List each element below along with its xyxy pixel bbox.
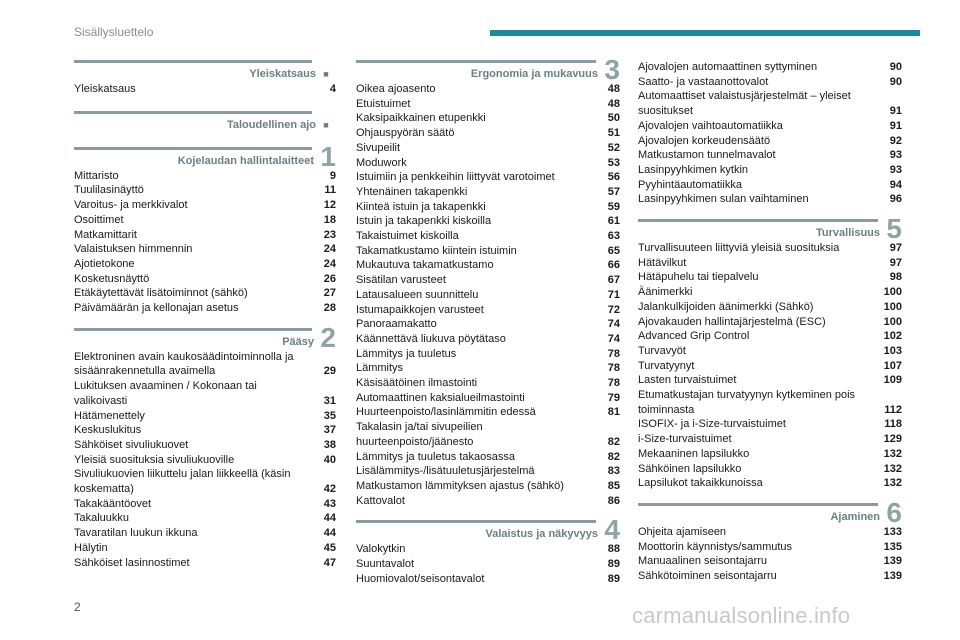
toc-entry[interactable] bbox=[638, 388, 902, 417]
toc-entry-title: Ajotietokone bbox=[74, 257, 135, 270]
toc-entry-page: 96 bbox=[889, 193, 902, 206]
toc-entry[interactable] bbox=[638, 300, 902, 315]
toc-entry[interactable] bbox=[74, 379, 336, 408]
toc-entry[interactable] bbox=[356, 361, 620, 376]
toc-entry-title: Automaattinen kaksialueilmastointi bbox=[356, 391, 525, 404]
toc-entry-page: 29 bbox=[323, 365, 336, 378]
toc-entry[interactable] bbox=[356, 111, 620, 126]
toc-entry-page: 51 bbox=[607, 127, 620, 140]
section-heading bbox=[74, 140, 336, 172]
toc-entry-title: Lämmitys bbox=[356, 362, 404, 375]
toc-entry-title: Jalankulkijoiden äänimerkki (Sähkö) bbox=[638, 300, 814, 313]
toc-entry[interactable] bbox=[74, 350, 336, 379]
toc-entry-page: 129 bbox=[883, 433, 902, 446]
toc-entry-title: Advanced Grip Control bbox=[638, 330, 750, 343]
section-number: 5 bbox=[886, 213, 902, 245]
toc-entry-page: 132 bbox=[883, 447, 902, 460]
toc-entry[interactable] bbox=[638, 270, 902, 285]
toc-entry-page: 81 bbox=[607, 406, 620, 419]
toc-entry-title: Latausalueen suunnittelu bbox=[356, 288, 479, 301]
toc-entry[interactable] bbox=[638, 163, 902, 178]
toc-entry[interactable] bbox=[356, 97, 620, 112]
toc-entry-page: 112 bbox=[884, 403, 902, 416]
toc-entry-title: Automaattiset valaistusjärjestelmät – yleiset suositukset bbox=[638, 90, 851, 118]
toc-entry-title: Kiinteä istuin ja takapenkki bbox=[356, 200, 486, 213]
toc-entry-page: 94 bbox=[889, 178, 902, 191]
toc-entry-title: Valaistuksen himmennin bbox=[74, 243, 193, 256]
toc-entry-title: Turvatyynyt bbox=[638, 359, 695, 372]
toc-entry-page: 11 bbox=[324, 184, 336, 197]
toc-entry-title: Istuimiin ja penkkeihin liittyvät varotoimet bbox=[356, 171, 555, 184]
toc-entry[interactable] bbox=[638, 554, 902, 569]
toc-entry-page: 78 bbox=[607, 362, 620, 375]
toc-entry[interactable] bbox=[638, 256, 902, 271]
toc-entry-title: Osoittimet bbox=[74, 213, 124, 226]
toc-entry-page: 67 bbox=[607, 274, 620, 287]
toc-entry[interactable] bbox=[74, 438, 336, 453]
toc-entry[interactable] bbox=[356, 141, 620, 156]
toc-entry-page: 86 bbox=[607, 494, 620, 507]
toc-entry[interactable] bbox=[356, 258, 620, 273]
toc-entry-title: Hälytin bbox=[74, 541, 108, 554]
section-number: 3 bbox=[604, 54, 620, 85]
toc-entry[interactable] bbox=[356, 450, 620, 465]
toc-entry-page: 82 bbox=[607, 435, 620, 448]
toc-entry-title: Suuntavalot bbox=[356, 558, 415, 571]
toc-entry-page: 139 bbox=[883, 555, 902, 568]
toc-entry-page: 88 bbox=[607, 543, 620, 556]
page-number: 2 bbox=[74, 600, 81, 614]
toc-entry-title: Manuaalinen seisontajarru bbox=[638, 555, 768, 568]
toc-entry[interactable] bbox=[74, 169, 336, 184]
toc-entry-page: 35 bbox=[323, 409, 336, 422]
toc-entry-title: Elektroninen avain kaukosäädintoiminnolla ja sisäänrakennetulla avaimella bbox=[74, 350, 294, 378]
toc-entry-page: 48 bbox=[607, 97, 620, 110]
toc-entry-page: 97 bbox=[889, 242, 902, 255]
toc-entry[interactable] bbox=[74, 286, 336, 301]
toc-entry-title: Takamatkustamo kiintein istuimin bbox=[356, 244, 517, 257]
watermark: carmanualsonline.info bbox=[632, 603, 851, 628]
toc-entry-page: 102 bbox=[883, 330, 902, 343]
toc-entry-page: 37 bbox=[323, 424, 336, 437]
toc-entry[interactable] bbox=[638, 462, 902, 477]
toc-entry[interactable] bbox=[638, 447, 902, 462]
toc-entry-page: 78 bbox=[607, 347, 620, 360]
toc-entry-title: Lasinpyyhkimen kytkin bbox=[638, 163, 749, 176]
toc-entry-title: Yleiskatsaus bbox=[74, 83, 136, 95]
toc-entry-page: 24 bbox=[323, 243, 336, 256]
toc-entry-title: Turvallisuuteen liittyviä yleisiä suosituksia bbox=[638, 242, 840, 255]
toc-column-2 bbox=[356, 54, 620, 587]
toc-section bbox=[638, 496, 902, 584]
toc-entry-page: 89 bbox=[607, 558, 620, 571]
toc-entry-title: Hätäpuhelu tai tiepalvelu bbox=[638, 271, 759, 284]
toc-entry-title: Etuistuimet bbox=[356, 97, 411, 110]
header-title: Sisällysluettelo bbox=[74, 25, 154, 39]
toc-entry-title: Sähköiset sivuliukuovet bbox=[74, 438, 189, 451]
toc-entry-title: Sisätilan varusteet bbox=[356, 274, 446, 287]
toc-entry-title: Lasinpyyhkimen sulan vaihtaminen bbox=[638, 193, 809, 206]
toc-entry[interactable] bbox=[74, 213, 336, 228]
toc-entry[interactable] bbox=[356, 273, 620, 288]
toc-entry-page: 133 bbox=[883, 525, 902, 538]
section-title: Yleiskatsaus bbox=[249, 68, 316, 80]
toc-entry-page: 79 bbox=[607, 391, 620, 404]
toc-section bbox=[74, 140, 336, 316]
toc-entry-title: Äänimerkki bbox=[638, 286, 693, 299]
toc-entry-title: Käännettävä liukuva pöytätaso bbox=[356, 332, 506, 345]
section-number: 6 bbox=[886, 496, 902, 528]
toc-entry[interactable] bbox=[638, 75, 902, 90]
toc-entry-page: 45 bbox=[323, 541, 336, 554]
toc-entry-title: Matkustamon lämmityksen ajastus (sähkö) bbox=[356, 479, 564, 492]
toc-entry[interactable] bbox=[74, 511, 336, 526]
toc-entry-title: Huurteenpoisto/lasinlämmitin edessä bbox=[356, 406, 536, 419]
section-title: Valaistus ja näkyvyys bbox=[485, 528, 598, 541]
toc-entry-page: 61 bbox=[607, 215, 620, 228]
toc-entry-page: 90 bbox=[889, 61, 902, 73]
toc-entry-page: 85 bbox=[607, 479, 620, 492]
toc-entry-page: 44 bbox=[323, 527, 336, 540]
toc-entry[interactable] bbox=[356, 303, 620, 318]
toc-entry-title: Ajovalojen automaattinen syttyminen bbox=[638, 61, 818, 73]
toc-entry[interactable] bbox=[638, 329, 902, 344]
toc-entry-page: 53 bbox=[607, 156, 620, 169]
toc-entry-title: Istumapaikkojen varusteet bbox=[356, 303, 484, 316]
toc-entry[interactable] bbox=[356, 542, 620, 557]
section-number: 2 bbox=[320, 321, 336, 353]
toc-entry-title: Sähköiset lasinnostimet bbox=[74, 556, 190, 569]
toc-entry-page: 31 bbox=[323, 394, 336, 407]
section-heading bbox=[638, 213, 902, 245]
toc-entry-page: 91 bbox=[889, 105, 902, 118]
toc-entry-page: 27 bbox=[323, 287, 336, 300]
toc-entry-title: ISOFIX- ja i-Size-turvaistuimet bbox=[638, 418, 786, 431]
toc-entry[interactable] bbox=[356, 214, 620, 229]
toc-entry[interactable] bbox=[356, 332, 620, 347]
toc-entry[interactable] bbox=[356, 200, 620, 215]
toc-entry-title: Ohjauspyörän säätö bbox=[356, 127, 455, 140]
toc-entry-title: Varoitus- ja merkkivalot bbox=[74, 199, 188, 212]
toc-entry-title: Kaksipaikkainen etupenkki bbox=[356, 112, 486, 125]
toc-entry-page: 57 bbox=[607, 185, 620, 198]
toc-entry-title: Takakääntöovet bbox=[74, 497, 152, 510]
toc-entry-page: 12 bbox=[323, 199, 336, 212]
section-title: Ergonomia ja mukavuus bbox=[470, 68, 598, 80]
section-title: Pääsy bbox=[282, 335, 314, 348]
toc-entry-page: 59 bbox=[607, 200, 620, 213]
toc-entry[interactable] bbox=[356, 494, 620, 509]
toc-column-3 bbox=[638, 60, 902, 584]
toc-entry-page: 139 bbox=[883, 570, 902, 583]
toc-entry[interactable] bbox=[356, 420, 620, 449]
toc-entry-page: 28 bbox=[323, 302, 336, 315]
toc-entry-title: Mekaaninen lapsilukko bbox=[638, 447, 750, 460]
toc-entry-title: Lukituksen avaaminen / Kokonaan tai valikoivasti bbox=[74, 380, 257, 407]
toc-entry-title: Saatto- ja vastaanottovalot bbox=[638, 75, 769, 88]
section-number: 1 bbox=[320, 140, 336, 172]
section-title: Ajaminen bbox=[830, 510, 880, 523]
toc-entry-page: 47 bbox=[323, 556, 336, 569]
toc-entry-page: 26 bbox=[323, 272, 336, 285]
toc-entry-title: Ohjeita ajamiseen bbox=[638, 525, 727, 538]
toc-entry[interactable] bbox=[638, 119, 902, 134]
toc-entry-title: Tavaratilan luukun ikkuna bbox=[74, 527, 198, 540]
toc-entry-title: Kosketusnäyttö bbox=[74, 272, 150, 285]
toc-entry-page: 4 bbox=[329, 83, 336, 95]
toc-entry-title: Takaluukku bbox=[74, 512, 130, 525]
toc-entry-title: Mittaristo bbox=[74, 169, 119, 182]
toc-entry[interactable] bbox=[74, 82, 336, 97]
toc-entry-title: i-Size-turvaistuimet bbox=[638, 433, 732, 446]
toc-entry[interactable] bbox=[356, 557, 620, 572]
toc-entry[interactable] bbox=[356, 156, 620, 171]
toc-entry-title: Mukautuva takamatkustamo bbox=[356, 259, 494, 272]
toc-entry[interactable] bbox=[356, 376, 620, 391]
toc-entry[interactable] bbox=[638, 569, 902, 584]
toc-entry-page: 89 bbox=[607, 572, 620, 585]
toc-entry[interactable] bbox=[356, 126, 620, 141]
toc-entry[interactable] bbox=[356, 347, 620, 362]
toc-entry-title: Huomiovalot/seisontavalot bbox=[356, 572, 485, 585]
toc-entry[interactable] bbox=[638, 525, 902, 540]
section-title: Taloudellinen ajo bbox=[226, 118, 316, 131]
toc-entry[interactable] bbox=[74, 228, 336, 243]
toc-entry-title: Ajovakauden hallintajärjestelmä (ESC) bbox=[638, 315, 826, 328]
toc-entry-title: Etumatkustajan turvatyynyn kytkeminen pois toiminnasta bbox=[638, 389, 856, 416]
toc-entry[interactable] bbox=[74, 198, 336, 213]
toc-entry[interactable] bbox=[638, 373, 902, 388]
toc-entry[interactable] bbox=[638, 344, 902, 359]
toc-entry-page: 82 bbox=[607, 450, 620, 463]
toc-entry-page: 93 bbox=[889, 149, 902, 162]
toc-entry-title: Panoraamakatto bbox=[356, 318, 437, 331]
toc-entry[interactable] bbox=[74, 467, 336, 496]
toc-entry[interactable] bbox=[356, 185, 620, 200]
toc-entry-page: 23 bbox=[323, 228, 336, 241]
toc-entry[interactable] bbox=[638, 432, 902, 447]
toc-entry-title: Ajovalojen vaihtoautomatiikka bbox=[638, 119, 783, 132]
toc-entry[interactable] bbox=[356, 572, 620, 587]
toc-entry-title: Kattovalot bbox=[356, 494, 405, 507]
toc-entry-title: Takaistuimet kiskoilla bbox=[356, 230, 459, 243]
toc-entry-page: 66 bbox=[607, 259, 620, 272]
toc-entry[interactable] bbox=[74, 272, 336, 287]
toc-entry[interactable] bbox=[356, 288, 620, 303]
toc-entry-page: 100 bbox=[883, 315, 902, 328]
toc-entry-page: 24 bbox=[323, 257, 336, 270]
section-number: 4 bbox=[604, 514, 620, 546]
toc-entry-title: Moottorin käynnistys/sammutus bbox=[638, 540, 793, 553]
toc-entry-title: Sähköinen lapsilukko bbox=[638, 462, 742, 475]
toc-entry-title: Lisälämmitys-/lisätuuletusjärjestelmä bbox=[356, 465, 535, 478]
toc-entry-page: 48 bbox=[607, 83, 620, 95]
toc-entry-title: Sivuliukuovien liikuttelu jalan liikkeellä (käsin koskematta) bbox=[74, 468, 291, 496]
toc-entry[interactable] bbox=[638, 241, 902, 256]
toc-entry[interactable] bbox=[638, 89, 902, 118]
toc-entry-page: 92 bbox=[889, 134, 902, 147]
toc-entry-title: Käsisäätöinen ilmastointi bbox=[356, 377, 478, 390]
toc-entry[interactable] bbox=[356, 82, 620, 97]
toc-entry[interactable] bbox=[74, 541, 336, 556]
toc-entry-title: Lämmitys ja tuuletus bbox=[356, 347, 457, 360]
toc-entry-page: 135 bbox=[883, 540, 902, 553]
toc-entry-title: Keskuslukitus bbox=[74, 424, 142, 437]
toc-entry-title: Päivämäärän ja kellonajan asetus bbox=[74, 302, 239, 315]
toc-entry-page: 98 bbox=[889, 271, 902, 284]
toc-entry-page: 103 bbox=[883, 344, 902, 357]
toc-entry-page: 97 bbox=[889, 256, 902, 269]
toc-entry-page: 91 bbox=[889, 119, 902, 132]
toc-entry-title: Sähkötoiminen seisontajarru bbox=[638, 570, 777, 583]
toc-entry-title: Hätävilkut bbox=[638, 256, 687, 269]
section-title: Turvallisuus bbox=[816, 227, 880, 240]
section-heading bbox=[638, 496, 902, 528]
toc-entry-page: 74 bbox=[607, 332, 620, 345]
toc-entry-title: Pyyhintäautomatiikka bbox=[638, 178, 742, 191]
toc-entry-title: Yleisiä suosituksia sivuliukuoville bbox=[74, 453, 235, 466]
toc-entry[interactable] bbox=[74, 453, 336, 468]
toc-entry[interactable] bbox=[356, 464, 620, 479]
toc-entry[interactable] bbox=[356, 170, 620, 185]
toc-section bbox=[74, 111, 336, 133]
toc-entry-page: 109 bbox=[883, 374, 902, 387]
toc-entry-title: Etäkäytettävät lisätoiminnot (sähkö) bbox=[74, 287, 248, 300]
toc-entry-page: 44 bbox=[323, 512, 336, 525]
toc-entry[interactable] bbox=[638, 285, 902, 300]
toc-entry-page: 100 bbox=[883, 300, 902, 313]
toc-entry[interactable] bbox=[638, 60, 902, 75]
toc-entry-page: 132 bbox=[883, 462, 902, 475]
toc-entry-page: 9 bbox=[329, 169, 336, 182]
toc-section bbox=[356, 514, 620, 586]
toc-section bbox=[638, 213, 902, 491]
toc-entry[interactable] bbox=[356, 229, 620, 244]
toc-column-1 bbox=[74, 60, 336, 570]
toc-section bbox=[74, 60, 336, 97]
toc-entry-page: 42 bbox=[323, 483, 336, 496]
toc-entry-title: Takalasin ja/tai sivupeilien huurteenpoisto/jäänesto bbox=[356, 421, 483, 448]
toc-entry[interactable] bbox=[74, 423, 336, 438]
section-heading bbox=[356, 514, 620, 546]
section-title: Kojelaudan hallintalaitteet bbox=[177, 154, 314, 167]
toc-entry[interactable] bbox=[356, 391, 620, 406]
toc-entry[interactable] bbox=[638, 359, 902, 374]
toc-entry-page: 63 bbox=[607, 230, 620, 243]
toc-entry-page: 71 bbox=[607, 288, 620, 301]
toc-entry[interactable] bbox=[638, 192, 902, 207]
toc-entry-page: 50 bbox=[607, 112, 620, 125]
toc-entry-title: Matkamittarit bbox=[74, 228, 137, 241]
section-heading bbox=[74, 321, 336, 353]
toc-entry-page: 38 bbox=[323, 438, 336, 451]
toc-entry[interactable] bbox=[356, 244, 620, 259]
toc-entry-page: 56 bbox=[607, 171, 620, 184]
toc-entry[interactable] bbox=[638, 315, 902, 330]
toc-entry[interactable] bbox=[638, 476, 902, 491]
toc-entry-title: Istuin ja takapenkki kiskoilla bbox=[356, 215, 492, 228]
toc-entry-page: 74 bbox=[607, 318, 620, 331]
toc-entry-title: Lämmitys ja tuuletus takaosassa bbox=[356, 450, 515, 463]
toc-section bbox=[356, 54, 620, 508]
toc-entry-title: Yhtenäinen takapenkki bbox=[356, 185, 468, 198]
toc-entry-page: 100 bbox=[883, 286, 902, 299]
toc-entry-page: 93 bbox=[889, 163, 902, 176]
toc-entry-title: Lapsilukot takaikkunoissa bbox=[638, 477, 763, 490]
toc-entry-title: Valokytkin bbox=[356, 543, 406, 556]
toc-entry-page: 40 bbox=[323, 453, 336, 466]
toc-entry[interactable] bbox=[74, 242, 336, 257]
toc-entry-page: 78 bbox=[607, 377, 620, 390]
toc-entry-title: Moduwork bbox=[356, 156, 407, 169]
toc-entry[interactable] bbox=[74, 409, 336, 424]
toc-entry-page: 18 bbox=[323, 213, 336, 226]
toc-entry[interactable] bbox=[356, 479, 620, 494]
toc-entry-title: Tuulilasinäyttö bbox=[74, 184, 144, 197]
toc-entry[interactable] bbox=[74, 526, 336, 541]
section-heading bbox=[74, 111, 336, 133]
toc-entry-page: 52 bbox=[607, 141, 620, 154]
toc-entry[interactable] bbox=[74, 183, 336, 198]
toc-entry[interactable] bbox=[638, 417, 902, 432]
toc-entry-page: 132 bbox=[883, 477, 902, 490]
toc-entry[interactable] bbox=[638, 178, 902, 193]
toc-entry-page: 118 bbox=[884, 418, 902, 431]
toc-entry[interactable] bbox=[74, 497, 336, 512]
toc-entry-page: 90 bbox=[889, 75, 902, 88]
toc-entry[interactable] bbox=[74, 301, 336, 316]
section-bullet: ■ bbox=[323, 119, 329, 130]
toc-entry-title: Oikea ajoasento bbox=[356, 83, 436, 95]
toc-entry[interactable] bbox=[638, 540, 902, 555]
toc-entry-page: 83 bbox=[607, 465, 620, 478]
toc-entry-page: 72 bbox=[607, 303, 620, 316]
toc-entry-title: Sivupeilit bbox=[356, 141, 401, 154]
toc-entry[interactable] bbox=[638, 134, 902, 149]
toc-entry[interactable] bbox=[74, 556, 336, 571]
header-accent-bar bbox=[490, 30, 920, 36]
section-bullet: ■ bbox=[323, 69, 329, 79]
toc-entry-title: Ajovalojen korkeudensäätö bbox=[638, 134, 771, 147]
toc-entry[interactable] bbox=[74, 257, 336, 272]
toc-entry-page: 43 bbox=[323, 497, 336, 510]
toc-entry-page: 65 bbox=[607, 244, 620, 257]
toc-entry-title: Lasten turvaistuimet bbox=[638, 374, 737, 387]
toc-entry-title: Turvavyöt bbox=[638, 344, 686, 357]
toc-entry[interactable] bbox=[356, 405, 620, 420]
toc-entry[interactable] bbox=[638, 148, 902, 163]
section-heading bbox=[74, 60, 336, 82]
toc-entry-page: 107 bbox=[883, 359, 902, 372]
toc-section bbox=[74, 321, 336, 571]
toc-entry-title: Hätämenettely bbox=[74, 409, 145, 422]
toc-entry[interactable] bbox=[356, 317, 620, 332]
section-heading bbox=[356, 54, 620, 85]
toc-section bbox=[638, 60, 902, 207]
toc-entry-title: Matkustamon tunnelmavalot bbox=[638, 149, 776, 162]
